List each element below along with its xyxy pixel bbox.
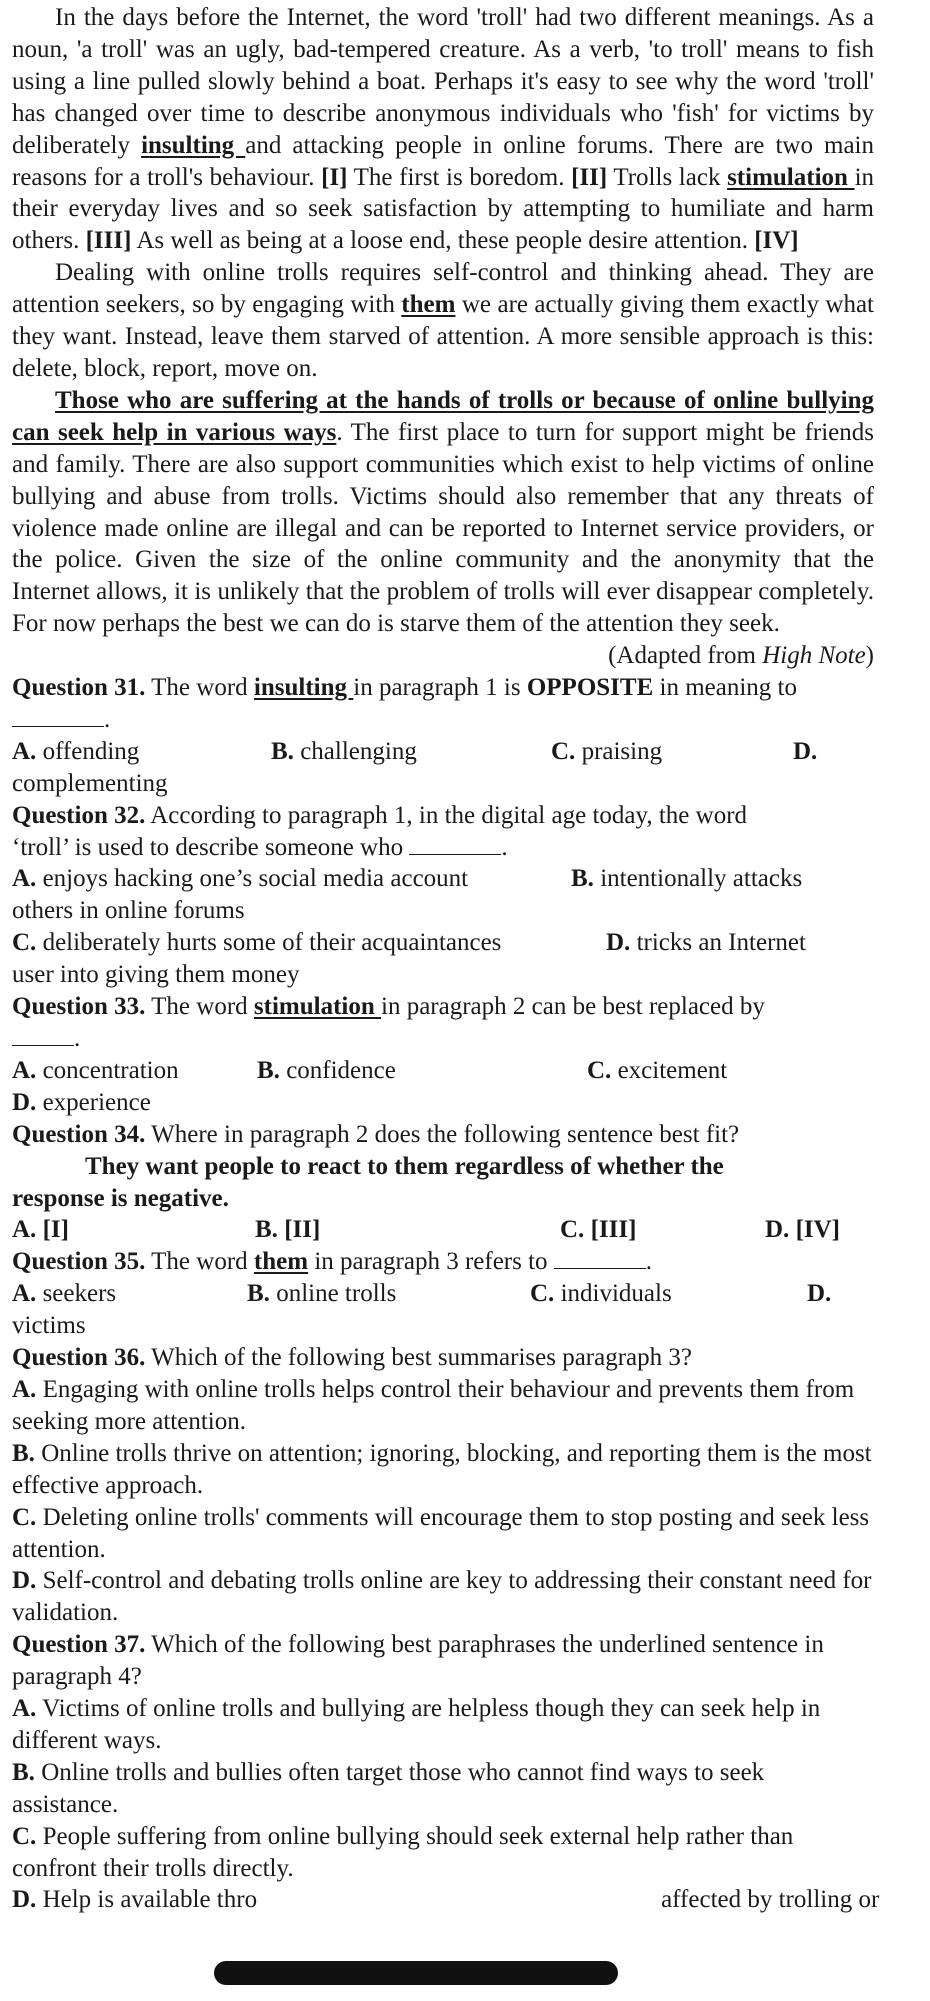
passage-text: in their everyday lives and so seek satisfaction by attempting to humiliate and harm others. (12, 163, 875, 255)
passage-text: and attacking people in online forums. There are two main reasons for a troll's behaviour. (12, 131, 874, 191)
question-33-option-d-line (12, 1087, 874, 1119)
answer-blank (12, 1023, 74, 1046)
passage-paragraph-1 (12, 2, 874, 257)
option-c[interactable]: C. praising (551, 737, 663, 765)
question-36 (12, 1342, 874, 1629)
underlined-word-insulting: insulting (141, 131, 246, 159)
option-b[interactable]: B. confidence (257, 1056, 396, 1084)
question-label: Question 31. (12, 674, 146, 702)
passage-text: we are actually giving them exactly what they want. Instead, leave them starved of attention. A more sensible approach is this: delete, block, report, move on. (12, 291, 874, 382)
option-c[interactable]: C. [III] (560, 1216, 637, 1244)
option-d[interactable]: D. Self-control and debating trolls online are key to addressing their constant need for validation. (12, 1567, 872, 1627)
underlined-sentence: Those who are suffering at the hands of trolls or because of online bullying can seek help in various ways (12, 386, 874, 446)
answer-blank-line: . (12, 1023, 874, 1055)
option-d[interactable]: D. tricks an Internet (606, 929, 806, 957)
insertion-marker-3: [III] (85, 227, 132, 255)
passage-paragraph-2 (12, 257, 874, 385)
option-a[interactable]: A. concentration (12, 1056, 179, 1084)
question-33-options (12, 1055, 874, 1087)
passage-text: As well as being at a loose end, these people desire attention. (131, 227, 755, 255)
option-d-wrap: complementing (12, 769, 168, 797)
option-a[interactable]: A. offending (12, 737, 140, 765)
question-32-options-ab (12, 863, 874, 895)
question-37-stem: Question 37. Which of the following best paraphrases the underlined sentence in paragraph 4? (12, 1631, 824, 1691)
answer-blank (12, 704, 104, 727)
source-title: High Note (762, 642, 866, 670)
option-c[interactable]: C. Deleting online trolls' comments will encourage them to stop posting and seek less attention. (12, 1503, 870, 1563)
option-d[interactable]: D. (793, 737, 818, 765)
question-31-stem: Question 31. The word insulting in paragraph 1 is OPPOSITE in meaning to (12, 674, 797, 702)
option-c[interactable]: C. deliberately hurts some of their acquaintances (12, 929, 502, 957)
option-a[interactable]: A. seekers (12, 1280, 117, 1308)
answer-blank (409, 832, 501, 855)
option-c[interactable]: C. excitement (587, 1056, 728, 1084)
question-label: Question 35. (12, 1248, 146, 1276)
option-b[interactable]: B. online trolls (247, 1280, 397, 1308)
question-32 (12, 800, 874, 991)
question-label: Question 32. (12, 801, 146, 829)
passage-text: Trolls lack (607, 163, 728, 191)
question-33 (12, 991, 874, 1119)
question-31-options (12, 736, 874, 768)
option-d-wrap: victims (12, 1312, 86, 1340)
question-32-stem: Question 32. According to paragraph 1, in the digital age today, the word ‘troll’ is used to describe someone who . (12, 801, 748, 861)
option-d[interactable]: D. [IV] (765, 1216, 840, 1244)
question-35 (12, 1246, 874, 1342)
option-b-wrap: others in online forums (12, 897, 245, 925)
answer-blank (554, 1246, 646, 1269)
redaction-bar (214, 1961, 618, 1985)
underlined-word-stimulation: stimulation (727, 163, 855, 191)
page-cutoff (0, 1985, 930, 2001)
option-b[interactable]: B. intentionally attacks (571, 865, 803, 893)
passage-text: Dealing with online trolls requires self-control and thinking ahead. They are attention seekers, so by engaging with (12, 259, 874, 319)
passage-text: In the days before the Internet, the word 'troll' had two different meanings. As a noun, 'a troll' was an ugly, bad-tempered creature. As a verb, 'to troll' means to fish using a line pulled slowly behind a boat. Perhaps it's easy to see why the word 'troll' has changed over time to describe anonymous individuals who 'fish' for victims by deliberately (12, 4, 874, 159)
inserted-sentence: They want people to react to them regardless of whether the (85, 1152, 724, 1180)
option-d[interactable]: D. Help is available thro affected by trolling or (12, 1886, 880, 1914)
question-32-options-cd (12, 927, 874, 959)
option-c[interactable]: C. People suffering from online bullying should seek external help rather than confront their trolls directly. (12, 1822, 794, 1882)
question-31 (12, 672, 874, 800)
question-label: Question 36. (12, 1344, 146, 1372)
question-34-options (12, 1214, 874, 1246)
option-d-wrap: user into giving them money (12, 961, 300, 989)
question-36-stem: Question 36. Which of the following best summarises paragraph 3? (12, 1344, 692, 1372)
insertion-marker-1: [I] (321, 163, 348, 191)
question-34-stem: Question 34. Where in paragraph 2 does the following sentence best fit? (12, 1120, 740, 1148)
option-c[interactable]: C. individuals (530, 1280, 672, 1308)
option-a[interactable]: A. Victims of online trolls and bullying are helpless though they can seek help in different ways. (12, 1695, 821, 1754)
option-b[interactable]: B. Online trolls and bullies often target those who cannot find ways to seek assistance. (12, 1758, 765, 1818)
option-b[interactable]: B. challenging (271, 737, 417, 765)
answer-blank-line: . (12, 704, 874, 736)
option-a[interactable]: A. Engaging with online trolls helps control their behaviour and prevents them from seeking more attention. (12, 1375, 855, 1435)
passage-paragraph-3 (12, 385, 874, 640)
insertion-marker-4: [IV] (754, 227, 799, 255)
question-35-stem: Question 35. The word them in paragraph 3 refers to . (12, 1248, 653, 1276)
question-label: Question 34. (12, 1120, 146, 1148)
question-33-stem: Question 33. The word stimulation in paragraph 2 can be best replaced by (12, 993, 765, 1021)
option-b[interactable]: B. Online trolls thrive on attention; ignoring, blocking, and reporting them is the most effective approach. (12, 1439, 872, 1499)
question-34 (12, 1119, 874, 1247)
passage-text: The first is boredom. (347, 163, 572, 191)
option-a[interactable]: A. [I] (12, 1216, 69, 1244)
question-label: Question 37. (12, 1631, 146, 1659)
option-a[interactable]: A. enjoys hacking one’s social media account (12, 865, 469, 893)
passage-text: . The first place to turn for support might be friends and family. There are also support communities which exist to help victims of online bullying and abuse from trolls. Victims should also remember that any threats of violence made online are illegal and can be reported to Internet service providers, or the police. Given the size of the online community and the anonymity that the Internet allows, it is unlikely that the problem of trolls will ever disappear completely. For now perhaps the best we can do is starve them of the attention they seek. (12, 418, 874, 638)
underlined-word-them: them (401, 291, 456, 319)
option-d[interactable]: D. experience (12, 1088, 151, 1116)
option-b[interactable]: B. [II] (255, 1216, 321, 1244)
reading-document (12, 2, 880, 1916)
passage-source: (Adapted from High Note) (608, 642, 874, 670)
question-35-options (12, 1278, 874, 1310)
question-label: Question 33. (12, 993, 146, 1021)
question-37 (12, 1629, 880, 1916)
insertion-marker-2: [II] (571, 163, 608, 191)
option-d[interactable]: D. (807, 1280, 832, 1308)
inserted-sentence-wrap: response is negative. (12, 1184, 229, 1212)
